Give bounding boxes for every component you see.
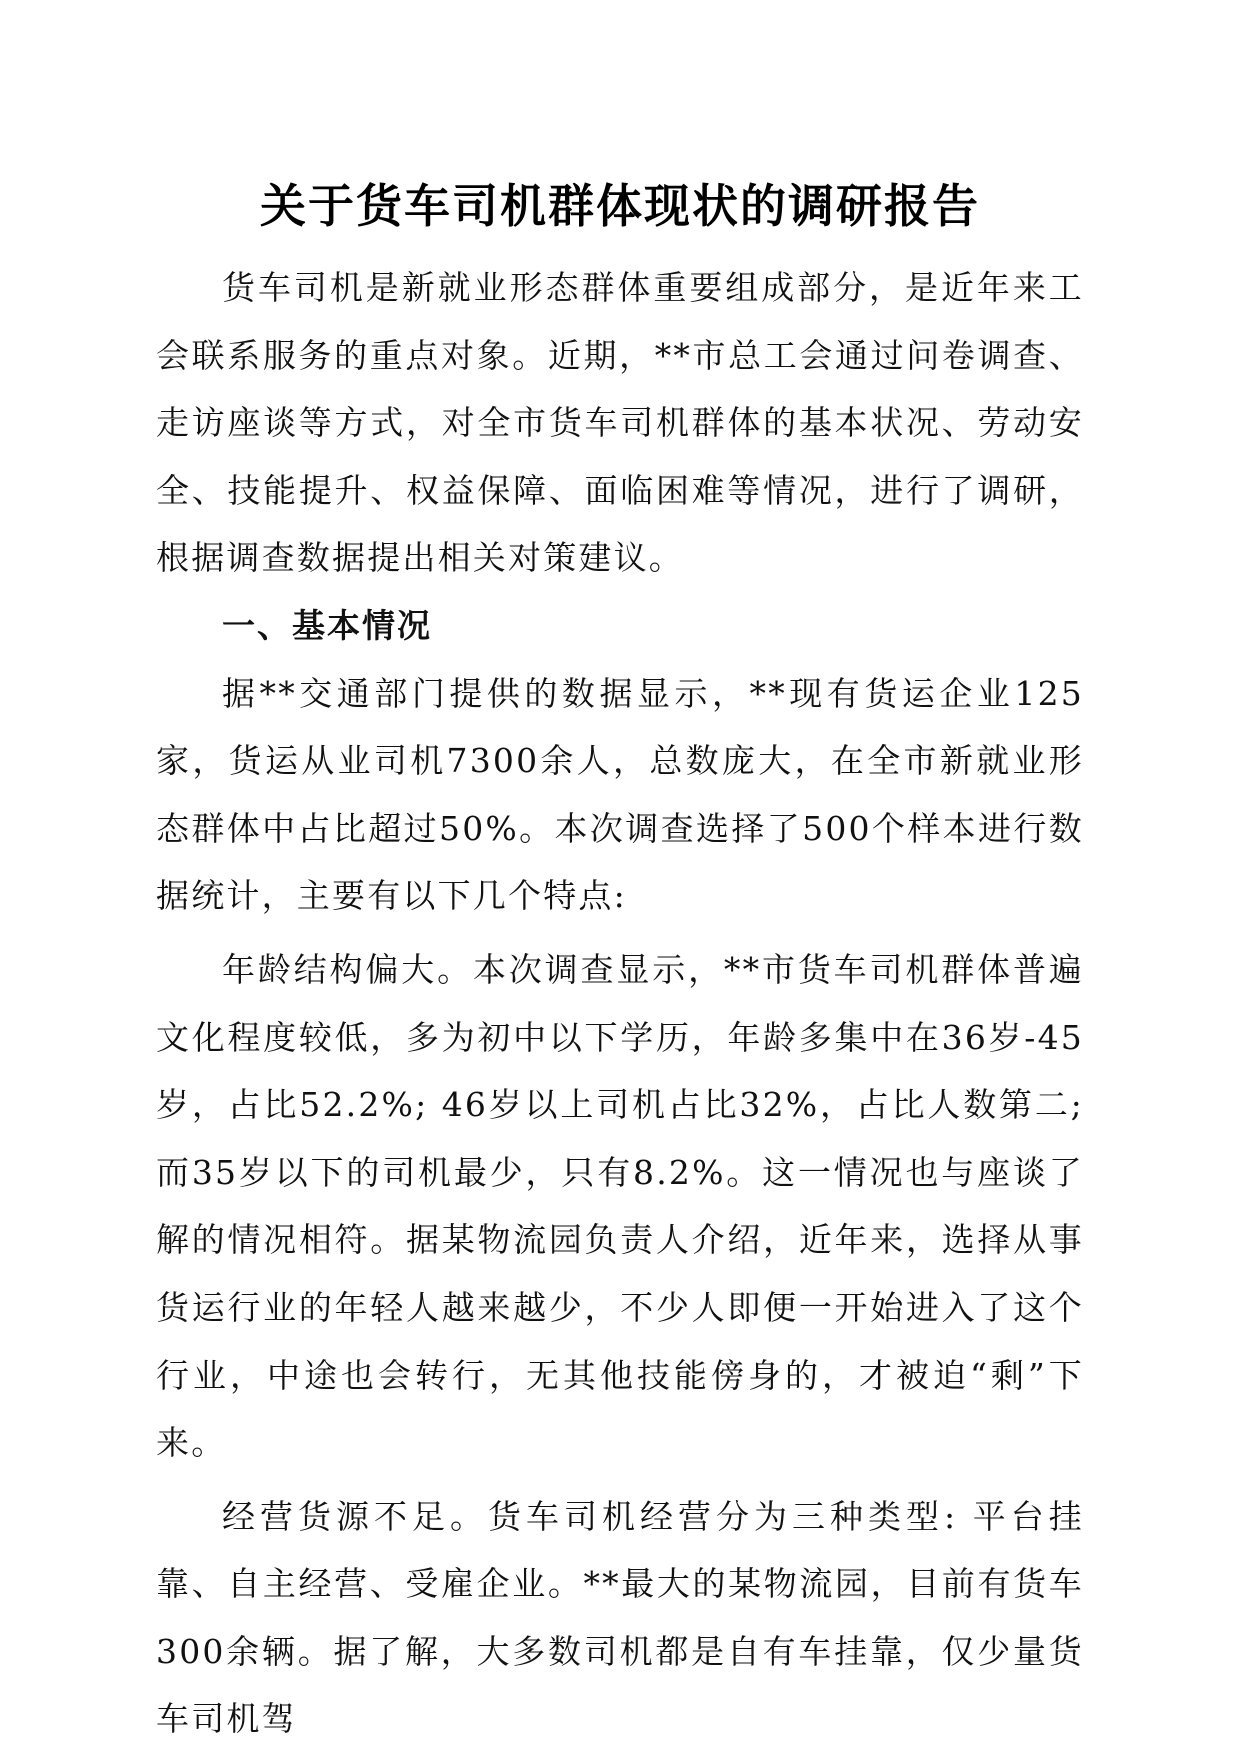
intro-paragraph: 货车司机是新就业形态群体重要组成部分，是近年来工会联系服务的重点对象。近期，**市总工会通过问卷调查、走访座谈等方式，对全市货车司机群体的基本状况、劳动安全、技能提升、权益保障、面临困难等情况，进行了调研，根据调查数据提出相关对策建议。 (156, 268, 1084, 578)
freight-source-paragraph: 经营货源不足。货车司机经营分为三种类型: 平台挂靠、自主经营、受雇企业。**最大的某物流园，目前有货车300余辆。据了解，大多数司机都是自有车挂靠，仅少量货车司机驾 (156, 1496, 1084, 1739)
document-title: 关于货车司机群体现状的调研报告 (260, 179, 980, 233)
age-structure-paragraph: 年龄结构偏大。本次调查显示，**市货车司机群体普遍文化程度较低，多为初中以下学历，年龄多集中在36岁-45岁，占比52.2%; 46岁以上司机占比32%，占比人数第二; 而35岁以下的司机最少，只有8.2%。这一情况也与座谈了解的情况相符。据某物流园负责人介绍，近年来，选择从事货运行业的年轻人越来越少，不少人即便一开始进入了这个行业，中途也会转行，无其他技能傍身的，才被迫“剩”下来。 (156, 949, 1084, 1463)
basic-situation-paragraph: 据**交通部门提供的数据显示，**现有货运企业125家，货运从业司机7300余人，总数庞大，在全市新就业形态群体中占比超过50%。本次调查选择了500个样本进行数据统计，主要有以下几个特点: (156, 673, 1084, 916)
document-page (156, 168, 1084, 1753)
section-heading: 一、基本情况 (222, 605, 432, 645)
